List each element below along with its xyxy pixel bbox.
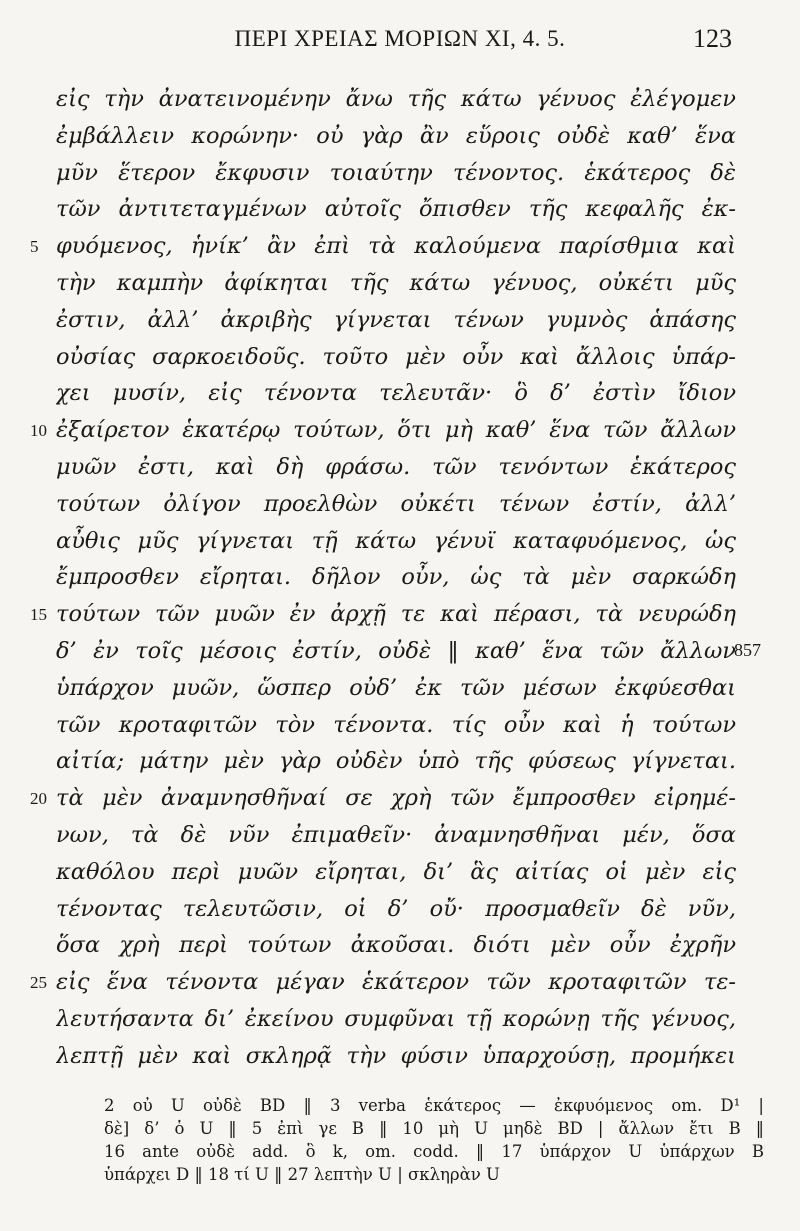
text-line — [0, 448, 800, 488]
text-line — [0, 706, 800, 746]
line-number: 25 — [30, 973, 47, 993]
line-text: τούτων τῶν μυῶν ἐν ἀρχῇ τε καὶ πέρασι, τὰ νευρώδη — [56, 601, 736, 628]
critical-apparatus — [104, 1094, 764, 1186]
text-line — [0, 890, 800, 930]
text-line — [0, 1000, 800, 1040]
running-title: ΠΕΡΙ ΧΡΕΙΑΣ ΜΟΡΙΩΝ XI, 4. 5. — [234, 26, 566, 51]
line-text: λεπτῇ μὲν καὶ σκληρᾷ τὴν φύσιν ὑπαρχούσῃ, προμήκει — [56, 1042, 736, 1069]
line-text: ὅσα χρὴ περὶ τούτων ἀκοῦσαι. διότι μὲν οὖν ἐχρῆν — [56, 932, 736, 959]
line-text: αἰτία; μάτην μὲν γὰρ οὐδὲν ὑπὸ τῆς φύσεως γίγνεται. — [56, 748, 736, 775]
line-text: δ’ ἐν τοῖς μέσοις ἐστίν, οὐδὲ ‖ καθ’ ἕνα τῶν ἄλλων — [56, 638, 736, 664]
line-text: τῶν κροταφιτῶν τὸν τένοντα. τίς οὖν καὶ ἡ τούτων — [56, 711, 736, 738]
text-line — [0, 264, 800, 304]
text-line — [0, 338, 800, 378]
line-text: νων, τὰ δὲ νῦν ἐπιμαθεῖν· ἀναμνησθῆναι μέν, ὅσα — [56, 822, 736, 848]
line-text: καθόλου περὶ μυῶν εἴρηται, δι’ ἃς αἰτίας οἱ μὲν εἰς — [56, 858, 736, 885]
line-text: τὰ μὲν ἀναμνησθῆναί σε χρὴ τῶν ἔμπροσθεν εἰρημέ- — [56, 785, 736, 812]
text-line — [0, 779, 800, 819]
page-number: 123 — [693, 24, 732, 53]
text-line — [0, 80, 800, 120]
line-text: εἰς ἕνα τένοντα μέγαν ἑκάτερον τῶν κροταφιτῶν τε- — [56, 969, 736, 996]
text-line — [0, 1037, 800, 1077]
line-text: μυῶν ἐστι, καὶ δὴ φράσω. τῶν τενόντων ἑκάτερος — [56, 454, 736, 480]
line-text: φυόμενος, ἡνίκ’ ἂν ἐπὶ τὰ καλούμενα παρίσθμια καὶ — [56, 233, 736, 260]
text-line — [0, 853, 800, 893]
text-line — [0, 595, 800, 635]
text-line — [0, 301, 800, 341]
text-line — [0, 558, 800, 598]
line-text: ἔμπροσθεν εἴρηται. δῆλον οὖν, ὡς τὰ μὲν σαρκώδη — [56, 564, 736, 591]
text-line — [0, 926, 800, 966]
line-text: χει μυσίν, εἰς τένοντα τελευτᾶν· ὃ δ’ ἐστὶν ἴδιον — [56, 380, 736, 407]
margin-reference: 857 — [734, 640, 761, 660]
apparatus-line: 16 ante οὐδὲ add. ὃ k, om. codd. ‖ 17 ὑπάρχον U ὑπάρχων B — [104, 1142, 764, 1161]
text-line — [0, 816, 800, 856]
text-line — [0, 669, 800, 709]
line-text: ὑπάρχον μυῶν, ὥσπερ οὐδ’ ἐκ τῶν μέσων ἐκφύεσθαι — [56, 674, 736, 701]
line-text: ἐξαίρετον ἑκατέρῳ τούτων, ὅτι μὴ καθ’ ἕνα τῶν ἄλλων — [56, 417, 736, 444]
apparatus-line: ὑπάρχει D ‖ 18 τί U ‖ 27 λεπτὴν U | σκληρὰν U — [104, 1165, 500, 1184]
line-text: τῶν ἀντιτεταγμένων αὐτοῖς ὄπισθεν τῆς κεφαλῆς ἐκ- — [56, 196, 736, 223]
line-number: 5 — [30, 237, 39, 257]
text-line — [0, 227, 800, 267]
text-line — [0, 411, 800, 451]
line-text: λευτήσαντα δι’ ἐκείνου συμφῦναι τῇ κορώνῃ τῆς γένυος, — [56, 1006, 736, 1032]
line-number: 10 — [30, 421, 47, 441]
text-line — [0, 374, 800, 414]
text-line — [0, 154, 800, 194]
line-text: αὖθις μῦς γίγνεται τῇ κάτω γένυϊ καταφυόμενος, ὡς — [56, 527, 736, 554]
apparatus-line: δὲ] δ’ ὁ U ‖ 5 ἐπὶ γε B ‖ 10 μὴ U μηδὲ BD | ἄλλων ἔτι B ‖ — [104, 1119, 764, 1138]
line-text: ἐμβάλλειν κορώνην· οὐ γὰρ ἂν εὕροις οὐδὲ καθ’ ἕνα — [56, 122, 736, 149]
line-text: τένοντας τελευτῶσιν, οἱ δ’ οὔ· προσμαθεῖν δὲ νῦν, — [56, 895, 736, 922]
text-line — [0, 485, 800, 525]
line-number: 15 — [30, 605, 47, 625]
line-text: εἰς τὴν ἀνατεινομένην ἄνω τῆς κάτω γένυος ἐλέγομεν — [56, 86, 736, 112]
text-line — [0, 190, 800, 230]
line-text: τὴν καμπὴν ἀφίκηται τῆς κάτω γένυος, οὐκέτι μῦς — [56, 270, 736, 296]
line-number: 20 — [30, 789, 47, 809]
text-line — [0, 963, 800, 1003]
line-text: μῦν ἕτερον ἔκφυσιν τοιαύτην τένοντος. ἑκάτερος δὲ — [56, 159, 736, 186]
line-text: τούτων ὀλίγον προελθὼν οὐκέτι τένων ἐστίν, ἀλλ’ — [56, 490, 736, 517]
text-line — [0, 742, 800, 782]
line-text: οὐσίας σαρκοειδοῦς. τοῦτο μὲν οὖν καὶ ἄλλοις ὑπάρ- — [56, 343, 736, 370]
text-line — [0, 117, 800, 157]
text-line — [0, 632, 800, 672]
apparatus-line: 2 οὐ U οὐδὲ BD ‖ 3 verba ἑκάτερος — ἐκφυόμενος om. D¹ | — [104, 1096, 764, 1115]
line-text: ἐστιν, ἀλλ’ ἀκριβὴς γίγνεται τένων γυμνὸς ἁπάσης — [56, 306, 736, 333]
text-line — [0, 522, 800, 562]
